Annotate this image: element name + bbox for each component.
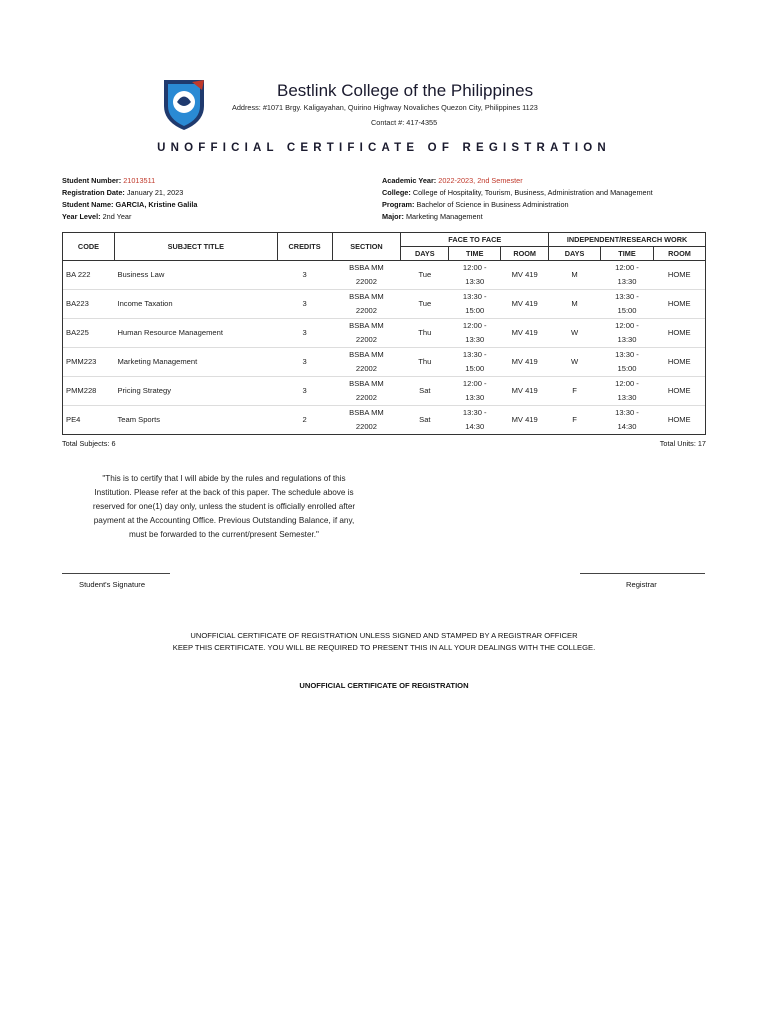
section-cell: BSBA MM 22002 [332, 290, 401, 319]
ind-room-cell: HOME [653, 261, 705, 290]
subject-title-cell: Business Law [117, 270, 165, 279]
table-row [63, 290, 706, 319]
ind-room-cell: HOME [653, 406, 705, 435]
program: Bachelor of Science in Business Administration [416, 200, 569, 209]
section-cell: BSBA MM 22002 [332, 319, 401, 348]
col-face-to-face: FACE TO FACE [401, 233, 549, 247]
credits-cell: 2 [277, 406, 332, 435]
table-row [63, 348, 706, 377]
course-code-cell: BA225 [63, 319, 115, 348]
col-code: CODE [63, 233, 115, 261]
registrar-label: Registrar [626, 580, 657, 589]
student-name: GARCIA, Kristine Galila [115, 200, 198, 209]
ind-day-cell: W [549, 348, 601, 377]
year-level: 2nd Year [102, 212, 132, 221]
f2f-day-cell: Tue [401, 290, 449, 319]
ind-time-cell: 13:30 - 14:30 [601, 406, 654, 435]
subject-title-cell: Pricing Strategy [114, 377, 277, 406]
subject-title-cell: Income Taxation [114, 290, 277, 319]
section-cell: BSBA MM 22002 [332, 348, 401, 377]
academic-year: 2022-2023, 2nd Semester [438, 176, 523, 185]
school-name: Bestlink College of the Philippines [277, 81, 534, 100]
table-row [63, 377, 706, 406]
table-row [63, 319, 706, 348]
col-f2f-days: DAYS [401, 247, 449, 261]
subject-title-cell: Human Resource Management [114, 319, 277, 348]
year-level-row: Year Level: 2nd Year [62, 212, 132, 221]
f2f-room-cell: MV 419 [501, 406, 549, 435]
f2f-day-cell: Sat [401, 406, 449, 435]
col-section: SECTION [332, 233, 401, 261]
f2f-day-cell: Tue [418, 270, 432, 279]
ind-room-cell: HOME [653, 377, 705, 406]
student-info-right [382, 175, 653, 223]
notice-line-1: UNOFFICIAL CERTIFICATE OF REGISTRATION UNLESS SIGNED AND STAMPED BY A REGISTRAR OFFICER [190, 631, 578, 640]
col-credits: CREDITS [277, 233, 332, 261]
student-signature-label: Student's Signature [79, 580, 146, 589]
credits-cell: 3 [277, 319, 332, 348]
col-f2f-room: ROOM [501, 247, 549, 261]
ind-day-cell: W [549, 319, 601, 348]
section-cell: BSBA MM 22002 [349, 263, 384, 286]
col-ind-room: ROOM [653, 247, 705, 261]
f2f-time-cell: 12:00 - 13:30 [462, 263, 487, 286]
ind-day-cell: F [549, 406, 601, 435]
credits-cell: 3 [277, 377, 332, 406]
total-subjects: Total Subjects: 6 [62, 439, 116, 448]
table-header-row [63, 233, 706, 247]
school-contact: Contact #: 417-4355 [371, 118, 438, 127]
col-independent-research: INDEPENDENT/RESEARCH WORK [549, 233, 706, 247]
student-signature-line [62, 573, 170, 574]
academic-year-row: Academic Year: 2022-2023, 2nd Semester [382, 176, 523, 185]
total-units: Total Units: 17 [659, 439, 706, 448]
credits-cell: 3 [302, 270, 307, 279]
school-address: Address: #1071 Brgy. Kaligayahan, Quirino Highway Novaliches Quezon City, Philippines 1123 [232, 103, 538, 112]
ind-time-cell: 12:00 - 13:30 [601, 319, 654, 348]
f2f-day-cell: Sat [401, 377, 449, 406]
course-code-cell: BA223 [63, 290, 115, 319]
student-info-left [62, 175, 197, 223]
schedule-table [62, 232, 706, 435]
ind-day-cell: M [549, 290, 601, 319]
notice-line-2: KEEP THIS CERTIFICATE. YOU WILL BE REQUIRED TO PRESENT THIS IN ALL YOUR DEALINGS WITH THE COLLEGE. [172, 643, 596, 652]
course-code-cell: PMM228 [63, 377, 115, 406]
major-row: Major: Marketing Management [382, 212, 483, 221]
col-subject-title: SUBJECT TITLE [114, 233, 277, 261]
ind-time-cell: 13:30 - 15:00 [601, 290, 654, 319]
registration-date-row: Registration Date: January 21, 2023 [62, 188, 184, 197]
section-cell: BSBA MM 22002 [332, 406, 401, 435]
program-row: Program: Bachelor of Science in Business Administration [382, 200, 569, 209]
col-ind-time: TIME [601, 247, 654, 261]
subject-title-cell: Marketing Management [114, 348, 277, 377]
major: Marketing Management [405, 212, 483, 221]
f2f-time-cell: 13:30 - 15:00 [449, 348, 501, 377]
registrar-signature-line [580, 573, 705, 574]
ind-time-cell: 12:00 - 13:30 [601, 377, 654, 406]
credits-cell: 3 [277, 348, 332, 377]
course-code-cell: PE4 [63, 406, 115, 435]
f2f-day-cell: Thu [401, 348, 449, 377]
credits-cell: 3 [277, 290, 332, 319]
footer-title: UNOFFICIAL CERTIFICATE OF REGISTRATION [299, 681, 469, 690]
college-seal-logo [160, 76, 208, 132]
col-ind-days: DAYS [549, 247, 601, 261]
course-code-cell: PMM223 [63, 348, 115, 377]
college: College of Hospitality, Tourism, Business, Administration and Management [412, 188, 653, 197]
section-cell: BSBA MM 22002 [332, 377, 401, 406]
table-row [63, 261, 706, 290]
table-row [63, 406, 706, 435]
f2f-room-cell: MV 419 [501, 319, 549, 348]
f2f-room-cell: MV 419 [501, 377, 549, 406]
ind-day-cell: M [571, 270, 578, 279]
registration-date: January 21, 2023 [126, 188, 184, 197]
student-number-row: Student Number: 21013511 [62, 176, 156, 185]
certification-statement: "This is to certify that I will abide by the rules and regulations of this Institution. Please refer at the back of this paper. The schedule above is reserved for one(1) day only, unless the student is officially enrolled after payment at the Accounting Office. Previous Outstanding Balance, if any, must be forwarded to the current/present Semester." [92, 474, 356, 539]
course-code-cell: BA 222 [63, 261, 115, 290]
f2f-room-cell: MV 419 [511, 270, 538, 279]
f2f-time-cell: 13:30 - 15:00 [449, 290, 501, 319]
subject-title-cell: Team Sports [114, 406, 277, 435]
f2f-time-cell: 12:00 - 13:30 [449, 319, 501, 348]
ind-room-cell: HOME [653, 319, 705, 348]
f2f-time-cell: 13:30 - 14:30 [449, 406, 501, 435]
student-name-row: Student Name: GARCIA, Kristine Galila [62, 200, 198, 209]
ind-room-cell: HOME [653, 348, 705, 377]
ind-day-cell: F [549, 377, 601, 406]
college-row: College: College of Hospitality, Tourism, Business, Administration and Management [382, 188, 653, 197]
f2f-day-cell: Thu [401, 319, 449, 348]
col-f2f-time: TIME [449, 247, 501, 261]
f2f-room-cell: MV 419 [501, 290, 549, 319]
ind-room-cell: HOME [653, 290, 705, 319]
certificate-title: UNOFFICIAL CERTIFICATE OF REGISTRATION [157, 142, 611, 154]
ind-time-cell: 12:00 - 13:30 [615, 263, 639, 286]
student-number: 21013511 [123, 176, 156, 185]
ind-time-cell: 13:30 - 15:00 [601, 348, 654, 377]
f2f-room-cell: MV 419 [501, 348, 549, 377]
f2f-time-cell: 12:00 - 13:30 [449, 377, 501, 406]
